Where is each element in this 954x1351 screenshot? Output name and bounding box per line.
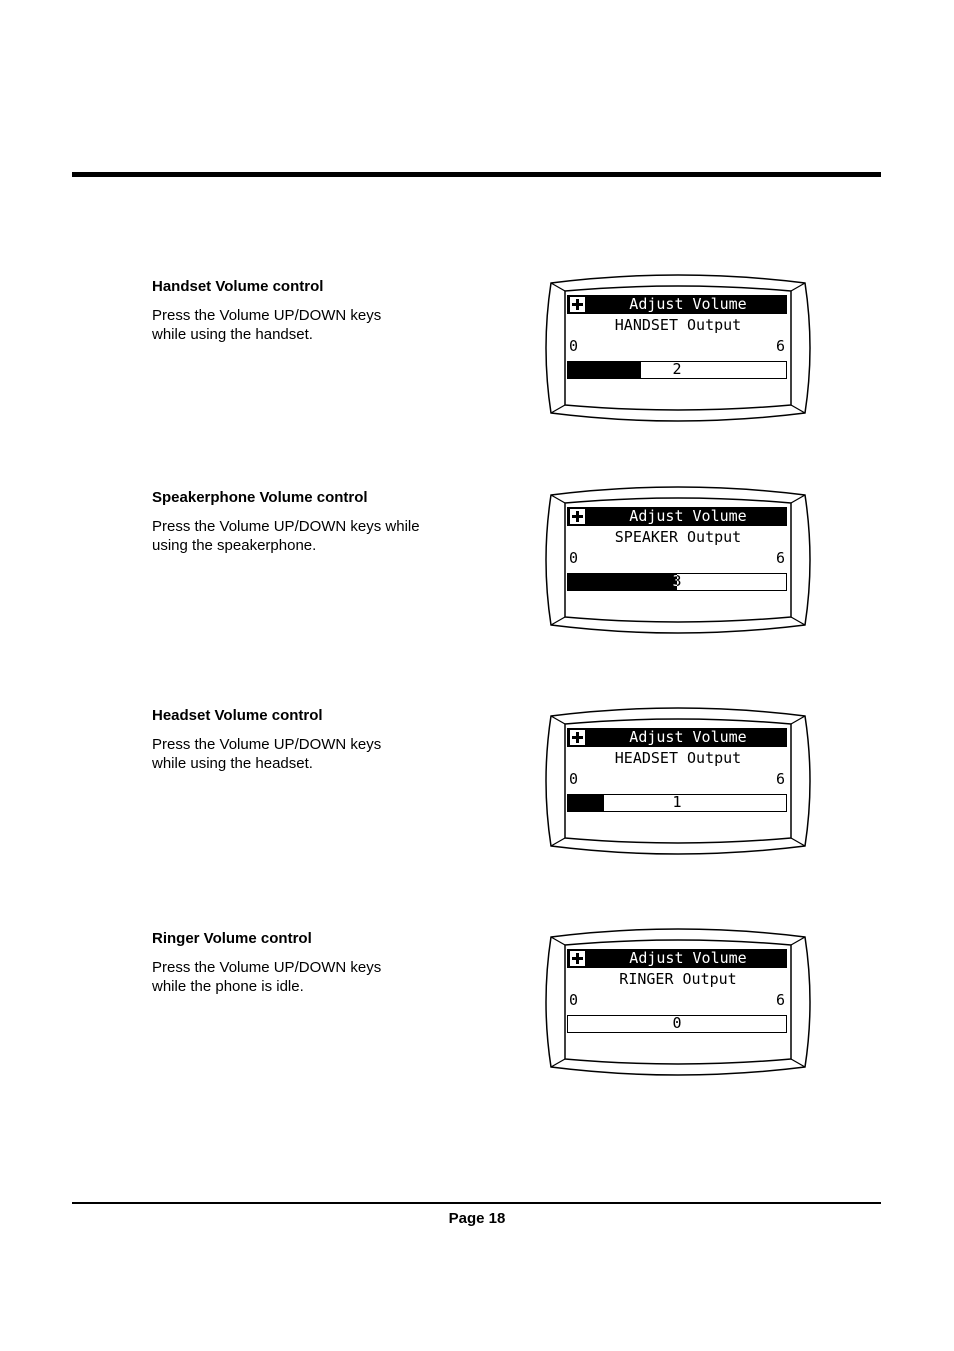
- lcd-title: Adjust Volume: [629, 507, 747, 525]
- volume-bar: [567, 794, 787, 812]
- lcd-screen: [565, 291, 791, 403]
- lcd-screen: [565, 724, 791, 836]
- lcd-display: [545, 485, 811, 635]
- volume-bar: [567, 573, 787, 591]
- lcd-display: [545, 927, 811, 1077]
- lcd-title-bar: [567, 507, 787, 526]
- section-body: [152, 306, 452, 344]
- lcd-subtitle: HEADSET Output: [614, 749, 742, 767]
- lcd-subtitle: RINGER Output: [619, 970, 737, 988]
- plus-icon: [570, 509, 585, 524]
- footer-rule: [72, 1202, 881, 1204]
- handset-volume-section: [152, 278, 452, 344]
- plus-icon: [570, 951, 585, 966]
- volume-value: 0: [672, 1015, 682, 1032]
- body-line: Press the Volume UP/DOWN keys while: [152, 518, 420, 535]
- body-line: Press the Volume UP/DOWN keys: [152, 307, 382, 324]
- scale-min-label: 0: [569, 549, 579, 567]
- section-body: [152, 958, 452, 996]
- scale-min-label: 0: [569, 991, 579, 1009]
- body-line: while the phone is idle.: [152, 978, 304, 995]
- lcd-subtitle: HANDSET Output: [614, 316, 742, 334]
- scale-max-label: 6: [775, 549, 785, 567]
- plus-icon: [570, 297, 585, 312]
- lcd-display: [545, 273, 811, 423]
- section-heading: Handset Volume control: [152, 278, 324, 295]
- volume-value: 1: [672, 794, 682, 811]
- scale-min-label: 0: [569, 770, 579, 788]
- plus-icon: [570, 730, 585, 745]
- lcd-title-bar: [567, 949, 787, 968]
- section-heading: Headset Volume control: [152, 707, 323, 724]
- scale-max-label: 6: [775, 991, 785, 1009]
- lcd-title: Adjust Volume: [629, 728, 747, 746]
- lcd-title-bar: [567, 295, 787, 314]
- section-body: [152, 735, 452, 773]
- header-rule: [72, 172, 881, 177]
- lcd-title: Adjust Volume: [629, 949, 747, 967]
- scale-max-label: 6: [775, 337, 785, 355]
- lcd-title-bar: [567, 728, 787, 747]
- page-number: Page 18: [448, 1210, 506, 1227]
- body-line: Press the Volume UP/DOWN keys: [152, 736, 382, 753]
- scale-max-label: 6: [775, 770, 785, 788]
- lcd-subtitle: SPEAKER Output: [614, 528, 742, 546]
- lcd-screen: [565, 503, 791, 615]
- body-line: while using the handset.: [152, 326, 313, 343]
- body-line: using the speakerphone.: [152, 537, 317, 554]
- section-heading: Speakerphone Volume control: [152, 489, 368, 506]
- volume-bar: [567, 361, 787, 379]
- volume-value: 2: [672, 361, 682, 378]
- lcd-display: [545, 706, 811, 856]
- ringer-volume-section: [152, 930, 452, 996]
- lcd-title: Adjust Volume: [629, 295, 747, 313]
- lcd-screen: [565, 945, 791, 1057]
- section-heading: Ringer Volume control: [152, 930, 312, 947]
- speakerphone-volume-section: [152, 489, 452, 555]
- body-line: Press the Volume UP/DOWN keys: [152, 959, 382, 976]
- volume-value: 3: [672, 573, 682, 590]
- body-line: while using the headset.: [152, 755, 313, 772]
- headset-volume-section: [152, 707, 452, 773]
- section-body: [152, 517, 452, 555]
- scale-min-label: 0: [569, 337, 579, 355]
- volume-bar: [567, 1015, 787, 1033]
